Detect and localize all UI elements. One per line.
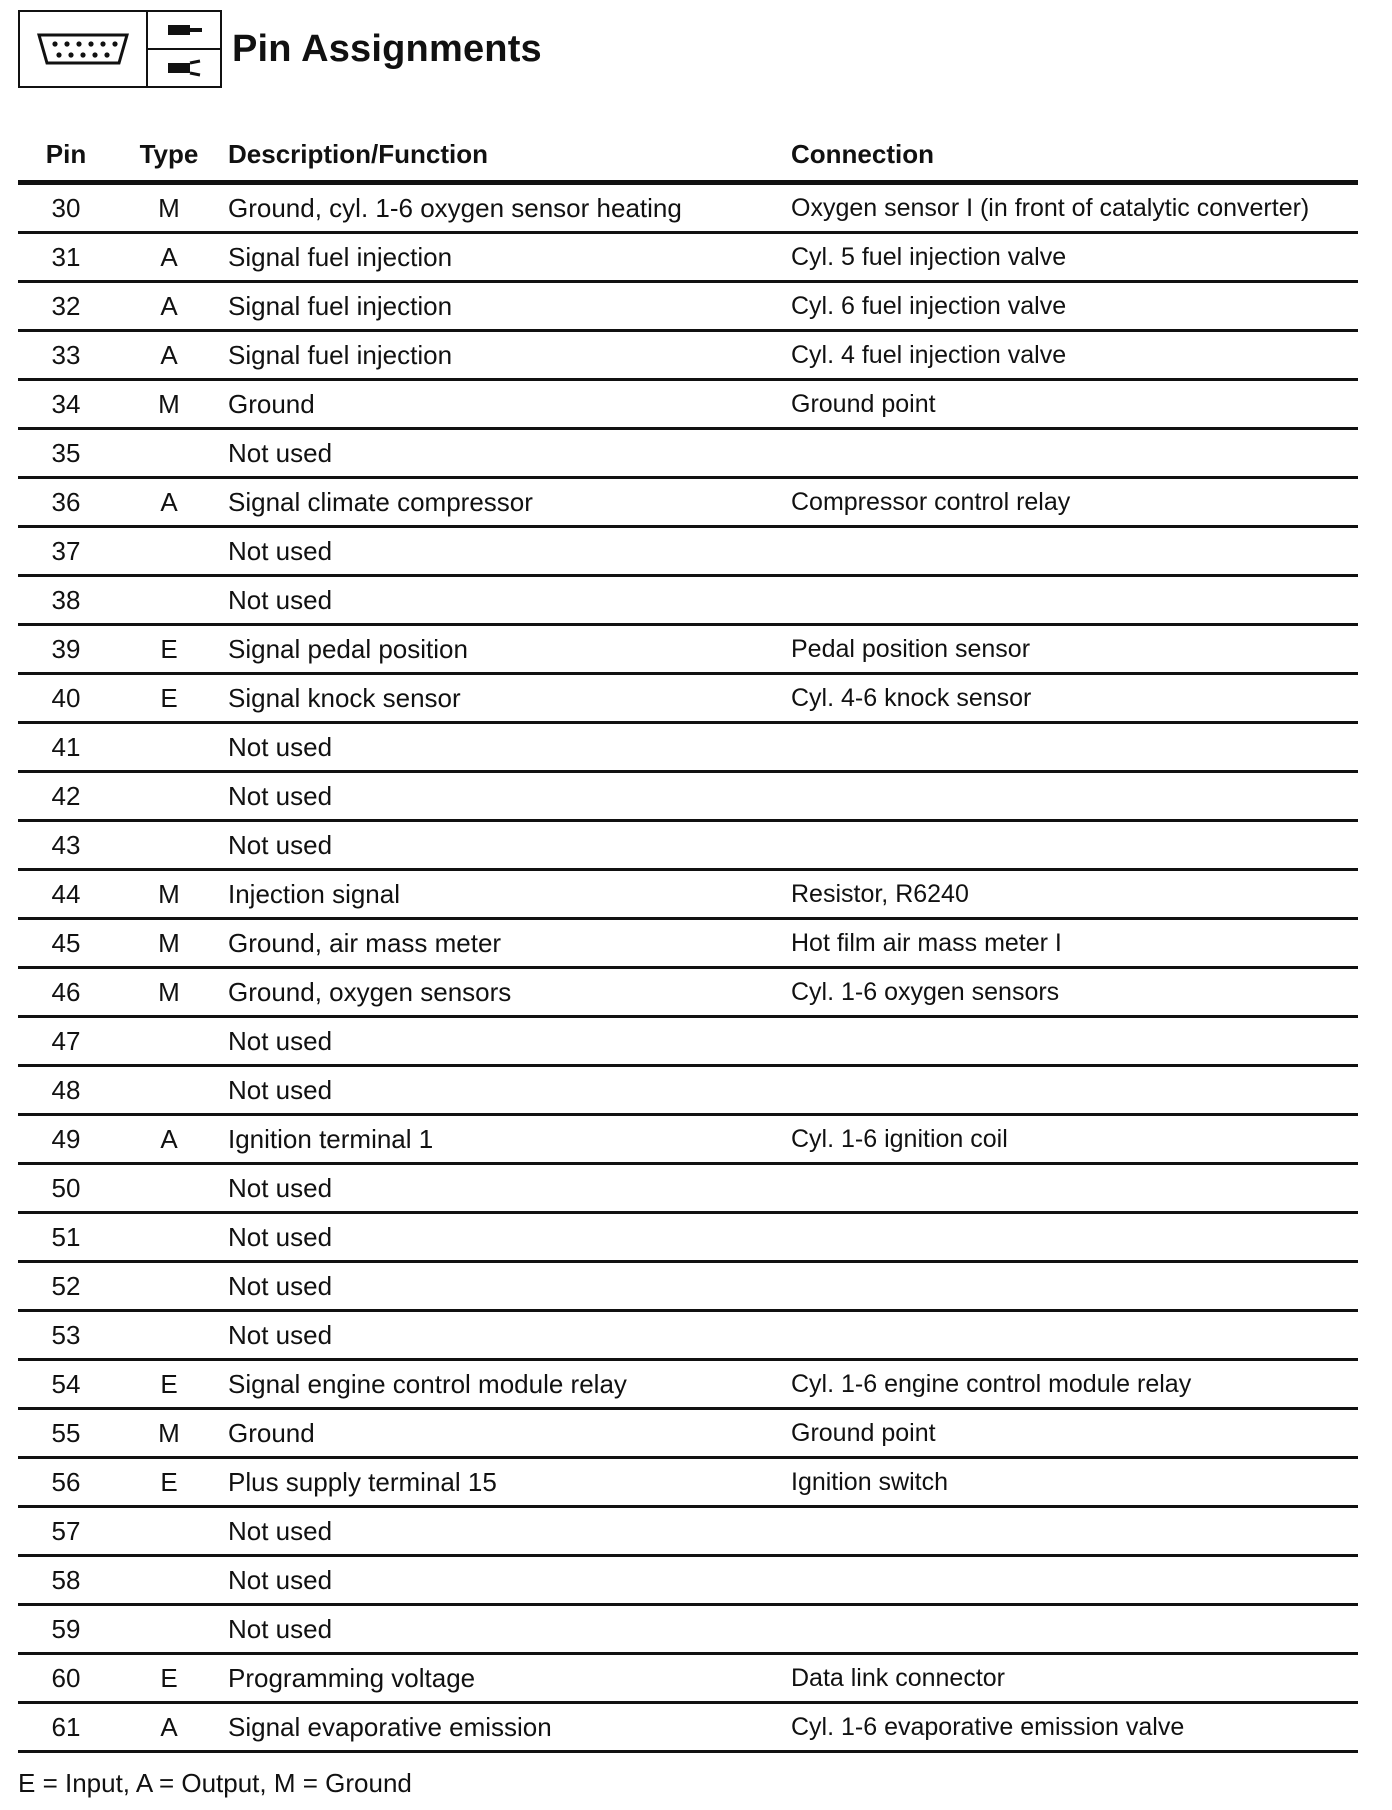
pin-cell: 49 (18, 1115, 114, 1164)
type-cell: E (114, 1458, 224, 1507)
plug-female-icon (148, 50, 220, 86)
description-cell: Not used (224, 1556, 787, 1605)
description-cell: Signal fuel injection (224, 233, 787, 282)
connection-cell (787, 576, 1358, 625)
description-cell: Ground, cyl. 1-6 oxygen sensor heating (224, 183, 787, 233)
type-cell: A (114, 1703, 224, 1752)
pin-cell: 58 (18, 1556, 114, 1605)
connection-cell (787, 527, 1358, 576)
pin-cell: 51 (18, 1213, 114, 1262)
pin-cell: 50 (18, 1164, 114, 1213)
plug-male-icon (148, 12, 220, 50)
description-cell: Signal fuel injection (224, 331, 787, 380)
description-cell: Not used (224, 723, 787, 772)
type-cell (114, 723, 224, 772)
table-row (18, 1115, 1358, 1164)
table-row (18, 183, 1358, 233)
description-cell: Ignition terminal 1 (224, 1115, 787, 1164)
pin-cell: 61 (18, 1703, 114, 1752)
type-cell: A (114, 1115, 224, 1164)
type-cell (114, 1311, 224, 1360)
type-cell: A (114, 478, 224, 527)
connection-cell: Cyl. 6 fuel injection valve (787, 282, 1358, 331)
connection-cell (787, 1164, 1358, 1213)
table-row (18, 1066, 1358, 1115)
type-cell (114, 1556, 224, 1605)
pin-cell: 40 (18, 674, 114, 723)
pin-cell: 46 (18, 968, 114, 1017)
pin-cell: 55 (18, 1409, 114, 1458)
description-cell: Not used (224, 1311, 787, 1360)
column-header-description: Description/Function (224, 128, 787, 183)
table-row (18, 1213, 1358, 1262)
plug-icon-group (148, 12, 220, 86)
connection-cell: Cyl. 1-6 oxygen sensors (787, 968, 1358, 1017)
table-row (18, 478, 1358, 527)
type-cell (114, 821, 224, 870)
description-cell: Signal pedal position (224, 625, 787, 674)
description-cell: Not used (224, 772, 787, 821)
table-row (18, 772, 1358, 821)
description-cell: Not used (224, 429, 787, 478)
table-row (18, 527, 1358, 576)
pin-cell: 48 (18, 1066, 114, 1115)
connection-cell: Cyl. 1-6 ignition coil (787, 1115, 1358, 1164)
connection-cell: Hot film air mass meter I (787, 919, 1358, 968)
pin-cell: 41 (18, 723, 114, 772)
connection-cell (787, 1605, 1358, 1654)
connection-cell: Resistor, R6240 (787, 870, 1358, 919)
connection-cell (787, 1556, 1358, 1605)
connection-cell: Ignition switch (787, 1458, 1358, 1507)
table-row (18, 1556, 1358, 1605)
table-row (18, 1654, 1358, 1703)
pin-cell: 47 (18, 1017, 114, 1066)
type-cell: E (114, 625, 224, 674)
table-row (18, 1164, 1358, 1213)
type-cell (114, 1017, 224, 1066)
description-cell: Not used (224, 527, 787, 576)
description-cell: Not used (224, 1066, 787, 1115)
description-cell: Not used (224, 1262, 787, 1311)
pin-cell: 43 (18, 821, 114, 870)
table-row (18, 1605, 1358, 1654)
description-cell: Signal knock sensor (224, 674, 787, 723)
table-row (18, 331, 1358, 380)
pin-assignments-table (18, 128, 1358, 1753)
type-cell (114, 429, 224, 478)
pin-cell: 31 (18, 233, 114, 282)
description-cell: Not used (224, 821, 787, 870)
table-header-row (18, 128, 1358, 183)
description-cell: Ground, air mass meter (224, 919, 787, 968)
pin-cell: 44 (18, 870, 114, 919)
connection-cell (787, 1213, 1358, 1262)
connection-cell (787, 1017, 1358, 1066)
connection-cell: Pedal position sensor (787, 625, 1358, 674)
pin-cell: 45 (18, 919, 114, 968)
pin-cell: 33 (18, 331, 114, 380)
table-row (18, 1458, 1358, 1507)
type-cell: M (114, 968, 224, 1017)
pin-cell: 35 (18, 429, 114, 478)
description-cell: Not used (224, 1017, 787, 1066)
pin-cell: 52 (18, 1262, 114, 1311)
pin-cell: 37 (18, 527, 114, 576)
table-row (18, 233, 1358, 282)
description-cell: Not used (224, 1213, 787, 1262)
description-cell: Programming voltage (224, 1654, 787, 1703)
table-row (18, 674, 1358, 723)
type-cell: M (114, 919, 224, 968)
table-row (18, 1262, 1358, 1311)
description-cell: Not used (224, 1605, 787, 1654)
type-cell: E (114, 1654, 224, 1703)
description-cell: Ground (224, 380, 787, 429)
description-cell: Plus supply terminal 15 (224, 1458, 787, 1507)
description-cell: Not used (224, 1164, 787, 1213)
connection-cell (787, 772, 1358, 821)
table-row (18, 1507, 1358, 1556)
description-cell: Not used (224, 1507, 787, 1556)
connection-cell: Ground point (787, 380, 1358, 429)
description-cell: Not used (224, 576, 787, 625)
connection-cell: Oxygen sensor I (in front of catalytic converter) (787, 183, 1358, 233)
type-cell: M (114, 380, 224, 429)
connection-cell: Data link connector (787, 1654, 1358, 1703)
type-cell (114, 576, 224, 625)
connection-cell: Cyl. 4-6 knock sensor (787, 674, 1358, 723)
table-row (18, 821, 1358, 870)
page-title: Pin Assignments (232, 27, 542, 70)
pin-cell: 30 (18, 183, 114, 233)
type-cell: E (114, 1360, 224, 1409)
connector-icon-box (18, 10, 222, 88)
connection-cell (787, 429, 1358, 478)
page-header (18, 10, 542, 88)
type-cell: E (114, 674, 224, 723)
connection-cell: Cyl. 5 fuel injection valve (787, 233, 1358, 282)
type-cell (114, 1262, 224, 1311)
type-cell (114, 1213, 224, 1262)
column-header-type: Type (114, 128, 224, 183)
description-cell: Signal fuel injection (224, 282, 787, 331)
description-cell: Injection signal (224, 870, 787, 919)
type-cell: A (114, 331, 224, 380)
table-row (18, 380, 1358, 429)
connection-cell: Cyl. 4 fuel injection valve (787, 331, 1358, 380)
pin-cell: 34 (18, 380, 114, 429)
type-cell: M (114, 1409, 224, 1458)
connection-cell (787, 1507, 1358, 1556)
pin-cell: 57 (18, 1507, 114, 1556)
table-row (18, 968, 1358, 1017)
type-cell (114, 1066, 224, 1115)
table-row (18, 870, 1358, 919)
type-cell (114, 1164, 224, 1213)
description-cell: Ground (224, 1409, 787, 1458)
table-row (18, 1703, 1358, 1752)
connection-cell: Ground point (787, 1409, 1358, 1458)
type-cell (114, 1605, 224, 1654)
pin-cell: 39 (18, 625, 114, 674)
description-cell: Signal climate compressor (224, 478, 787, 527)
type-cell (114, 527, 224, 576)
pin-cell: 54 (18, 1360, 114, 1409)
connection-cell (787, 1311, 1358, 1360)
table-row (18, 1017, 1358, 1066)
pin-cell: 32 (18, 282, 114, 331)
pin-cell: 59 (18, 1605, 114, 1654)
pin-cell: 60 (18, 1654, 114, 1703)
pin-cell: 38 (18, 576, 114, 625)
type-cell: A (114, 282, 224, 331)
connection-cell: Cyl. 1-6 evaporative emission valve (787, 1703, 1358, 1752)
type-cell: A (114, 233, 224, 282)
table-row (18, 1360, 1358, 1409)
description-cell: Signal engine control module relay (224, 1360, 787, 1409)
pin-cell: 53 (18, 1311, 114, 1360)
connection-cell (787, 821, 1358, 870)
table-row (18, 1311, 1358, 1360)
type-legend: E = Input, A = Output, M = Ground (18, 1768, 412, 1798)
table-row (18, 625, 1358, 674)
type-cell: M (114, 870, 224, 919)
table-row (18, 282, 1358, 331)
type-cell (114, 1507, 224, 1556)
connection-cell: Cyl. 1-6 engine control module relay (787, 1360, 1358, 1409)
table-row (18, 576, 1358, 625)
pin-cell: 42 (18, 772, 114, 821)
description-cell: Signal evaporative emission (224, 1703, 787, 1752)
table-body (18, 183, 1358, 1752)
column-header-connection: Connection (787, 128, 1358, 183)
type-cell: M (114, 183, 224, 233)
connection-cell (787, 1262, 1358, 1311)
connector-icon (20, 12, 148, 86)
connection-cell (787, 723, 1358, 772)
table-row (18, 723, 1358, 772)
description-cell: Ground, oxygen sensors (224, 968, 787, 1017)
column-header-pin: Pin (18, 128, 114, 183)
table-row (18, 1409, 1358, 1458)
table-row (18, 429, 1358, 478)
connection-cell: Compressor control relay (787, 478, 1358, 527)
type-cell (114, 772, 224, 821)
table-row (18, 919, 1358, 968)
pin-cell: 36 (18, 478, 114, 527)
pin-cell: 56 (18, 1458, 114, 1507)
connection-cell (787, 1066, 1358, 1115)
